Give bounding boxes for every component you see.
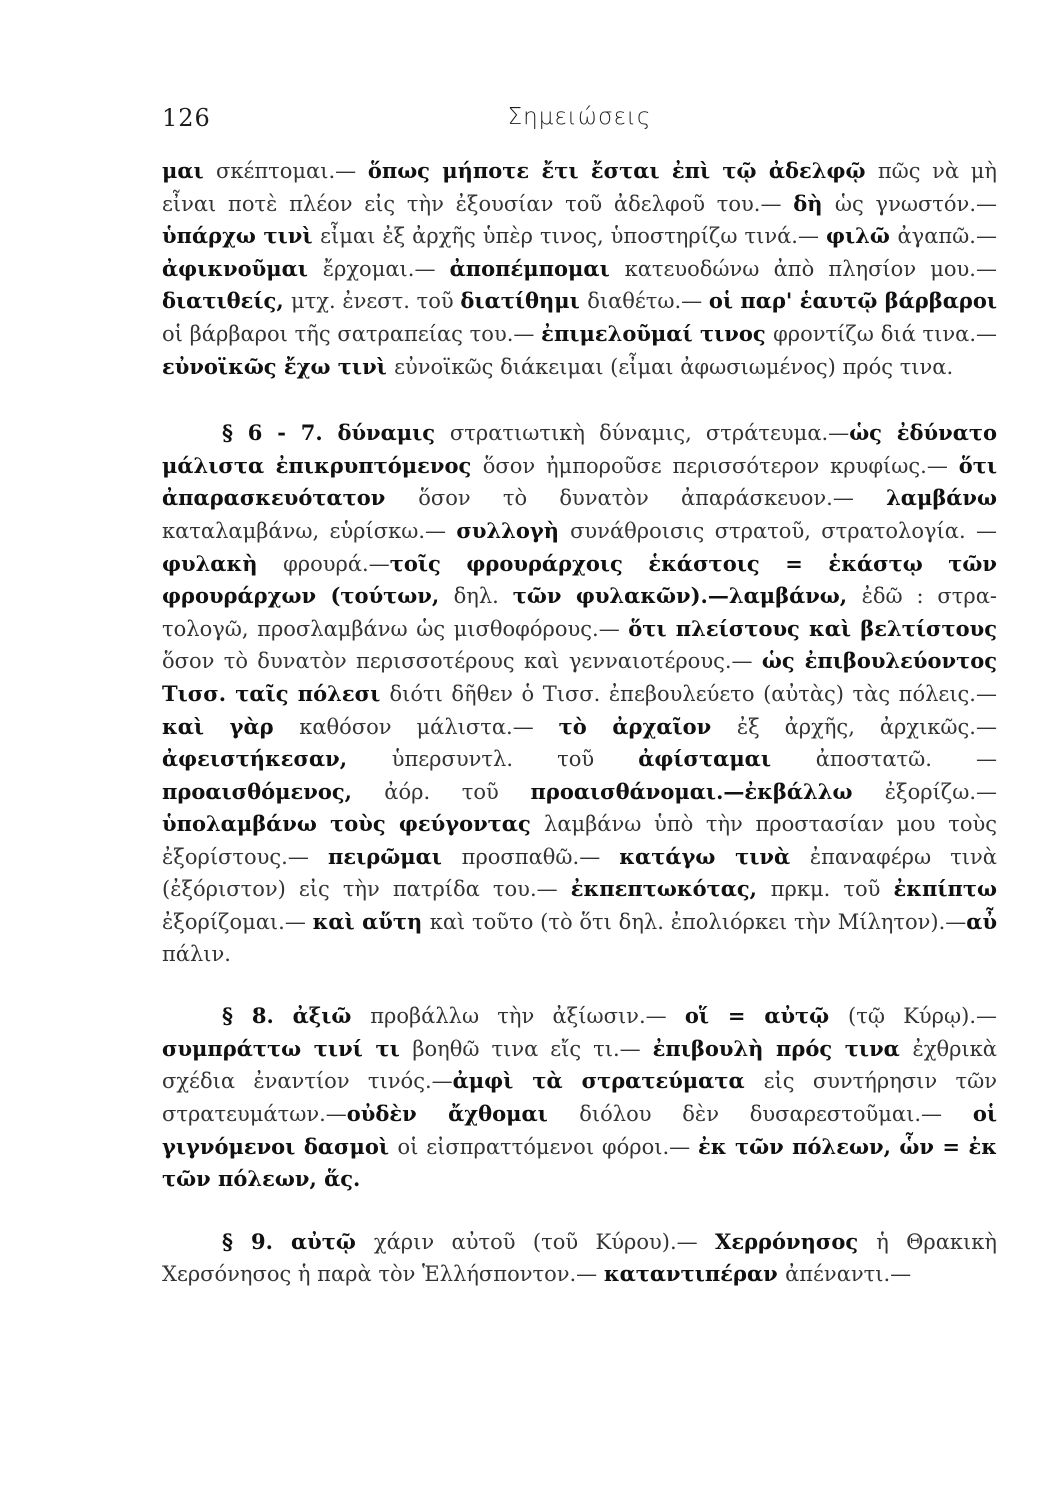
gloss: οἱ εἰσπραττόμενοι φόροι.—: [397, 1134, 698, 1159]
note-paragraph: [162, 1000, 997, 1196]
gloss: πρκμ. τοῦ: [770, 877, 894, 902]
gloss: χάριν αὐτοῦ (τοῦ Κύρου).—: [373, 1229, 716, 1254]
headword: § 8. ἀξιῶ: [222, 1003, 371, 1029]
headword: καὶ γὰρ: [162, 713, 300, 739]
gloss: ἡ Θρακικὴ Χερσόνησος ἡ παρὰ τὸν Ἑλλήσποντον.—: [162, 1229, 997, 1287]
gloss: ἐχθρικὰ σχέδια ἐναντίον τινός.—: [162, 1036, 997, 1094]
notes-body: [162, 155, 997, 1291]
gloss: ἐξ ἀρχῆς, ἀρχικῶς.—: [736, 714, 997, 739]
gloss: φρουρά.—: [283, 551, 390, 576]
headword: Χερρόνησος: [715, 1228, 877, 1254]
gloss: πάλιν.: [162, 941, 231, 966]
gloss: ἐξορίζομαι.—: [162, 910, 313, 935]
headword: τὸ ἀρχαῖον: [558, 713, 737, 739]
gloss: δηλ.: [453, 584, 513, 609]
gloss: εἶμαι ἐξ ἀρχῆς ὑπὲρ τινος, ὑποστηρίζω τινά.—: [320, 224, 826, 249]
gloss: προσπαθῶ.—: [461, 844, 620, 869]
headword: φυλακὴ: [162, 550, 284, 576]
headword: αὖ: [966, 909, 998, 935]
gloss: σκέπτομαι.—: [216, 159, 368, 183]
headword: ἀφικνοῦμαι: [162, 255, 323, 281]
headword: ὅτι πλείστους καὶ βελτίστους: [628, 615, 998, 641]
gloss: ἀποστατῶ. —: [815, 747, 998, 772]
page-number: 126: [162, 104, 211, 132]
gloss: προβάλλω τὴν ἀξίωσιν.—: [370, 1004, 685, 1029]
headword: ὡς ἐδύνατο μάλιστα ἐπικρυπτόμενος: [162, 420, 997, 478]
gloss: συνάθροισις στρατοῦ, στρατολογία. —: [570, 518, 998, 543]
headword: ἐκπεπτωκότας,: [570, 876, 771, 902]
gloss: ἀπέναντι.—: [785, 1262, 912, 1287]
headword: οἱ γιγνόμενοι δασμοὶ: [162, 1101, 997, 1159]
gloss: στρατιωτικὴ δύναμις, στράτευμα.—: [449, 421, 850, 446]
gloss: διαθέτω.—: [587, 289, 709, 314]
headword: καὶ αὕτη: [312, 909, 430, 935]
headword: συλλογὴ: [456, 517, 571, 543]
gloss: βοηθῶ τινα εἴς τι.—: [412, 1036, 653, 1061]
note-paragraph: [162, 417, 997, 970]
headword: μαι: [162, 158, 216, 183]
gloss: κατευοδώνω ἀπὸ πλησίον μου.—: [624, 256, 997, 281]
headword: διατίθημι: [460, 288, 588, 314]
headword: ὑπάρχω τινὶ: [162, 223, 321, 249]
headword: ὑπολαμβάνω τοὺς φεύγοντας: [162, 811, 545, 837]
gloss: καταλαμβάνω, εὑρίσκω.—: [162, 518, 457, 543]
headword: προαισθάνομαι.—ἐκβάλλω: [530, 778, 885, 804]
headword: πειρῶμαι: [327, 843, 462, 869]
running-title: Σημειώσεις: [507, 104, 652, 130]
headword: οἱ παρ' ἑαυτῷ βάρβαροι: [708, 288, 997, 314]
headword: οἵ = αὐτῷ: [684, 1003, 849, 1029]
headword: ὅπως μήποτε ἔτι ἔσται ἐπὶ τῷ ἀδελφῷ: [367, 158, 878, 183]
headword: διατιθείς,: [162, 288, 292, 314]
note-paragraph: [162, 155, 997, 383]
gloss: πῶς νὰ μὴ εἶναι ποτὲ πλέον εἰς τὴν ἐξουσίαν τοῦ ἀδελφοῦ του.—: [162, 159, 997, 216]
gloss: ὡς γνωστόν.—: [834, 191, 998, 216]
note-paragraph: [162, 1226, 997, 1291]
gloss: φροντίζω διά τινα.—: [773, 321, 997, 346]
gloss: ἐξορίζω.—: [884, 779, 997, 804]
headword: ὡς ἐπιβουλεύοντος Τισσ. ταῖς πόλεσι: [162, 648, 997, 706]
gloss: λαμβάνω ὑπὸ τὴν προστασίαν μου τοὺς ἐξορίστους.—: [162, 812, 997, 869]
headword: κατάγω τινὰ: [619, 843, 810, 869]
gloss: καὶ τοῦτο (τὸ ὅτι δηλ. ἐπολιόρκει τὴν Μίλητον).—: [429, 910, 967, 935]
headword: ἀμφὶ τὰ στρατεύματα: [452, 1068, 764, 1094]
headword: δὴ: [793, 190, 835, 216]
gloss: οἱ βάρβαροι τῆς σατραπείας του.—: [162, 321, 542, 346]
headword: συμπράττω τινί τι: [162, 1035, 413, 1061]
gloss: ἐπαναφέρω τινὰ (ἐξόριστον) εἰς τὴν πατρίδα του.—: [162, 844, 997, 902]
headword: ἐκπίπτω: [893, 876, 997, 902]
headword: τοῖς φρουράρχοις ἑκάστοις = ἑκάστῳ τῶν φρουράρχων (τούτων,: [162, 550, 997, 609]
gloss: διότι δῆθεν ὁ Τισσ. ἐπεβουλεύετο (αὐτὰς) τὰς πόλεις.—: [389, 681, 997, 706]
headword: ἀποπέμπομαι: [449, 255, 625, 281]
gloss: καθόσον μάλιστα.—: [299, 714, 559, 739]
gloss: ὅσον ἠμποροῦσε περισσότερον κρυφίως.—: [482, 453, 959, 478]
gloss: ὅσον τὸ δυνατὸν περισσοτέρους καὶ γενναιοτέρους.—: [162, 649, 762, 674]
headword: καταντιπέραν: [603, 1261, 786, 1287]
headword: ἐπιβουλὴ πρός τινα: [652, 1035, 913, 1061]
headword: ἐκ τῶν πόλεων, ὧν = ἐκ τῶν πόλεων, ἅς.: [162, 1133, 997, 1192]
headword: § 6 - 7. δύναμις: [222, 420, 450, 446]
gloss: ὑπερσυντλ. τοῦ: [391, 747, 639, 772]
headword: τῶν φυλακῶν).—λαμβάνω,: [512, 583, 862, 609]
gloss: ἀγαπῶ.—: [897, 224, 997, 249]
gloss: εὐνοϊκῶς διάκειμαι (εἶμαι ἀφωσιωμένος) πρός τινα.: [394, 354, 954, 379]
gloss: ἔρχομαι.—: [322, 256, 450, 281]
page-header: [162, 104, 997, 138]
gloss: ἀόρ. τοῦ: [384, 779, 531, 804]
headword: προαισθόμενος,: [162, 778, 385, 804]
headword: ἀφίσταμαι: [638, 746, 816, 772]
gloss: ὅσον τὸ δυνατὸν ἀπαράσκευον.—: [418, 486, 887, 511]
gloss: ἐδῶ : στρατολογῶ, προσλαμβάνω ὡς μισθοφόρους.—: [162, 584, 997, 641]
headword: οὐδὲν ἄχθομαι: [346, 1101, 580, 1127]
gloss: διόλου δὲν δυσαρεστοῦμαι.—: [579, 1102, 973, 1127]
gloss: εἰς συντήρησιν τῶν στρατευμάτων.—: [162, 1069, 997, 1127]
gloss: μτχ. ἐνεστ. τοῦ: [291, 289, 461, 314]
headword: ὅτι ἀπαρασκευότατον: [162, 452, 997, 511]
headword: ἀφειστήκεσαν,: [162, 746, 392, 772]
headword: φιλῶ: [825, 223, 898, 249]
headword: εὐνοϊκῶς ἔχω τινὶ: [162, 353, 395, 379]
gloss: (τῷ Κύρῳ).—: [848, 1004, 997, 1029]
headword: λαμβάνω: [886, 485, 997, 511]
headword: § 9. αὐτῷ: [222, 1228, 374, 1254]
headword: ἐπιμελοῦμαί τινος: [541, 320, 774, 346]
